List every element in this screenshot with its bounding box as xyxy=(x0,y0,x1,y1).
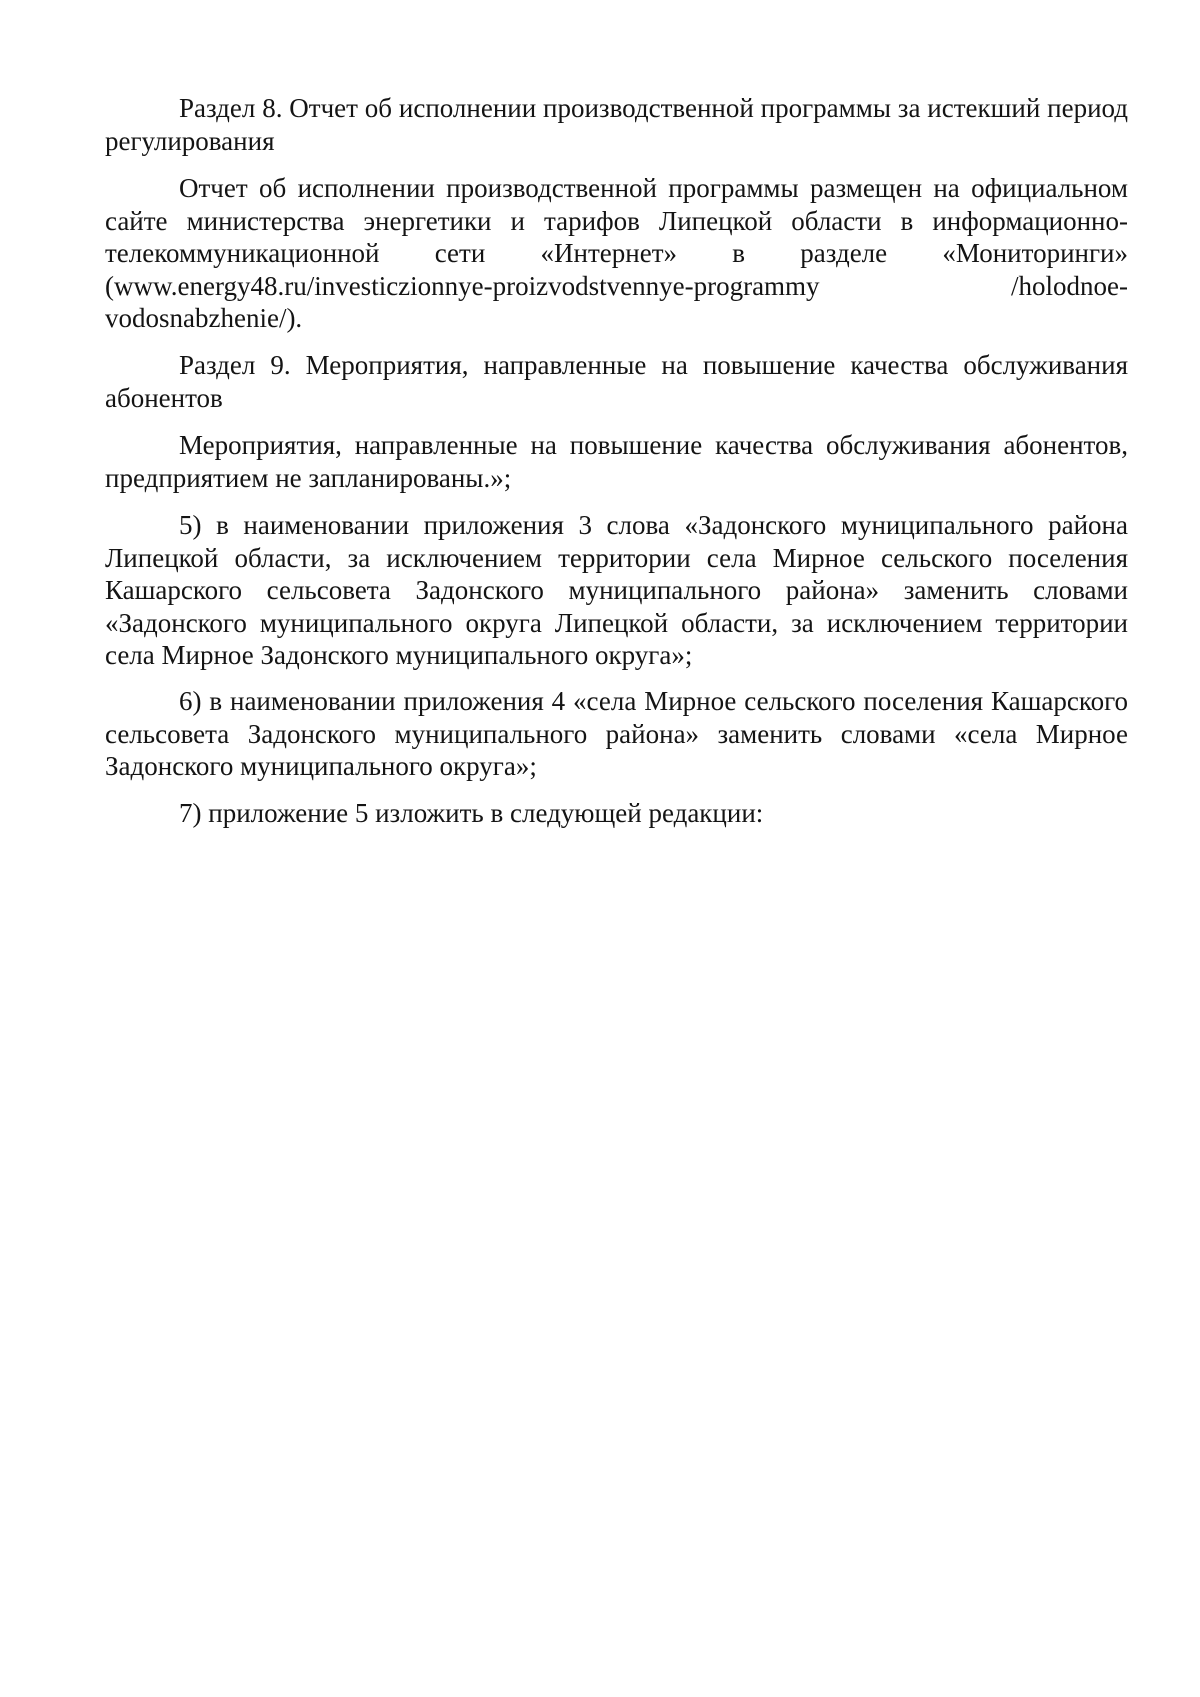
section-9-body: Мероприятия, направленные на повышение качества обслуживания абонентов, предприятием не запланированы.»; xyxy=(105,430,1128,493)
item-5-paragraph: 5) в наименовании приложения 3 слова «Задонского муниципального района Липецкой области, за исключением территории села Мирное сельского поселения Кашарского сельсовета Задонского муниципального района» заменить словами «Задонского муниципального округа Липецкой области, за исключением территории села Мирное Задонского муниципального округа»; xyxy=(105,510,1128,670)
section-8-body: Отчет об исполнении производственной программы размещен на официальном сайте министерства энергетики и тарифов Липецкой области в информационно-телекоммуникационной сети «Интернет» в разделе «Мониторинги» (www.energy48.ru/investiczionnye-proizvodstvennye-programmy /holodnoe-vodosnabzhenie/). xyxy=(105,173,1128,333)
item-7-paragraph: 7) приложение 5 изложить в следующей редакции: xyxy=(179,798,764,828)
section-9-heading: Раздел 9. Мероприятия, направленные на повышение качества обслуживания абонентов xyxy=(105,350,1128,413)
item-6-paragraph: 6) в наименовании приложения 4 «села Мирное сельского поселения Кашарского сельсовета Задонского муниципального района» заменить словами «села Мирное Задонского муниципального округа»; xyxy=(105,686,1128,781)
section-8-heading: Раздел 8. Отчет об исполнении производственной программы за истекший период регулирования xyxy=(105,93,1128,156)
